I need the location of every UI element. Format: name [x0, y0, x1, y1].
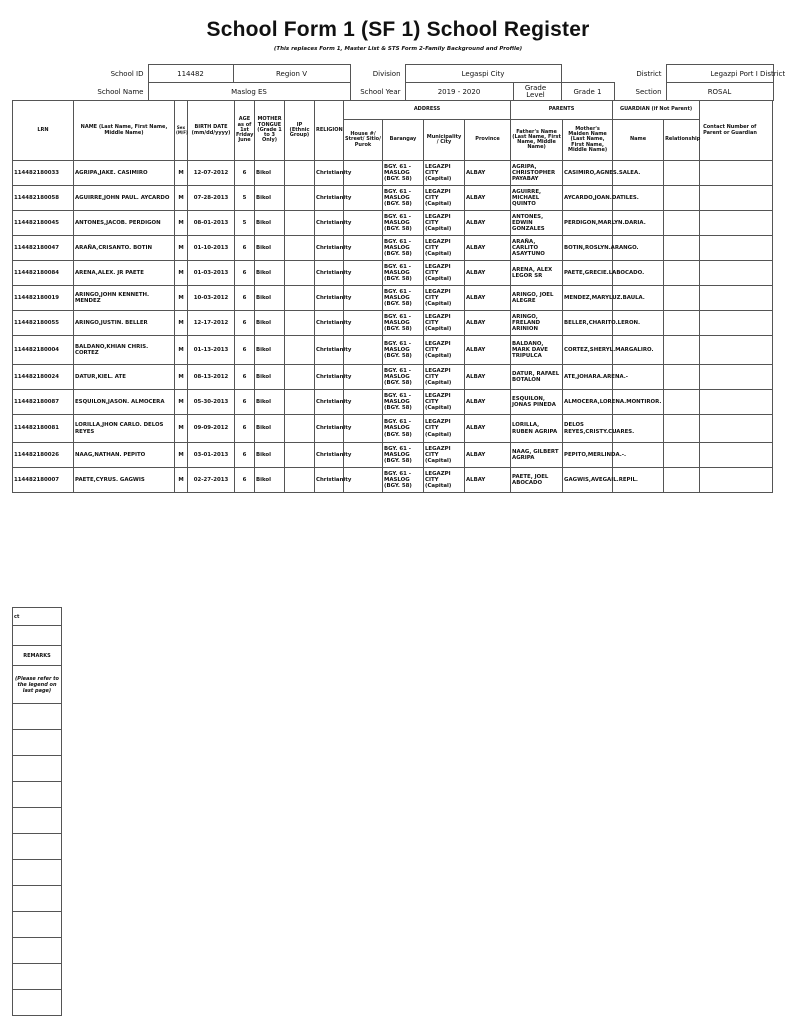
cell-ip	[285, 415, 315, 443]
cell-name: AGUIRRE,JOHN PAUL. AYCARDO	[74, 186, 175, 211]
cell-sex: M	[175, 161, 188, 186]
cell-age: 6	[235, 336, 255, 365]
cell-mother: PAETE,GRECIE.LABOCADO.	[563, 261, 613, 286]
cell-municipality: LEGAZPI CITY (Capital)	[424, 311, 465, 336]
cell-birth-date: 07-28-2013	[188, 186, 235, 211]
cell-municipality: LEGAZPI CITY (Capital)	[424, 261, 465, 286]
cell-barangay: BGY. 61 - MASLOG (BGY. 58)	[383, 286, 424, 311]
cell-lrn: 114482180058	[13, 186, 74, 211]
cell-province: ALBAY	[465, 311, 511, 336]
table-row	[13, 161, 773, 186]
cell-religion: Christianity	[315, 286, 344, 311]
header-parents: PARENTS	[511, 101, 613, 120]
region-value: Region V	[233, 65, 350, 83]
cell-province: ALBAY	[465, 390, 511, 415]
cell-province: ALBAY	[465, 468, 511, 493]
cell-mother: CORTEZ,SHERYL.MARGALIRO.	[563, 336, 613, 365]
cell-birth-date: 08-13-2012	[188, 365, 235, 390]
cell-name: PAETE,CYRUS. GAGWIS	[74, 468, 175, 493]
cell-father: ARAÑA, CARLITO ASAYTUNO	[511, 236, 563, 261]
header-barangay: Barangay	[383, 120, 424, 161]
cell-ip	[285, 311, 315, 336]
cell-province: ALBAY	[465, 161, 511, 186]
cell-birth-date: 10-03-2012	[188, 286, 235, 311]
header-guardian: GUARDIAN (if Not Parent)	[613, 101, 700, 120]
cell-lrn: 114482180084	[13, 261, 74, 286]
cell-mother: ATE,JOHARA.ARENA.-	[563, 365, 613, 390]
cell-father: PAETE, JOEL ABOCADO	[511, 468, 563, 493]
cell-barangay: BGY. 61 - MASLOG (BGY. 58)	[383, 311, 424, 336]
header-age: AGE as of 1st Friday June	[235, 101, 255, 161]
division-label: Division	[372, 69, 401, 78]
cell-name: AGRIPA,JAKE. CASIMIRO	[74, 161, 175, 186]
cell-province: ALBAY	[465, 211, 511, 236]
cell-mother-tongue: Bikol	[255, 365, 285, 390]
cell-contact	[700, 186, 773, 211]
cell-mother-tongue: Bikol	[255, 236, 285, 261]
table-row	[13, 236, 773, 261]
cell-birth-date: 02-27-2013	[188, 468, 235, 493]
cell-age: 6	[235, 236, 255, 261]
cell-religion: Christianity	[315, 443, 344, 468]
table-row	[13, 365, 773, 390]
cell-municipality: LEGAZPI CITY (Capital)	[424, 415, 465, 443]
cell-mother: MENDEZ,MARYLUZ.BAULA.	[563, 286, 613, 311]
cell-name: ARINGO,JOHN KENNETH. MENDEZ	[74, 286, 175, 311]
cell-religion: Christianity	[315, 211, 344, 236]
cell-age: 6	[235, 390, 255, 415]
cell-mother: GAGWIS,AVEGAIL.REPIL.	[563, 468, 613, 493]
cell-ip	[285, 161, 315, 186]
cell-religion: Christianity	[315, 390, 344, 415]
cell-age: 6	[235, 415, 255, 443]
cell-lrn: 114482180007	[13, 468, 74, 493]
cell-name: ANTONES,JACOB. PERDIGON	[74, 211, 175, 236]
table-row	[13, 336, 773, 365]
cell-sex: M	[175, 186, 188, 211]
cell-mother: BOTIN,ROSLYN.ARANGO.	[563, 236, 613, 261]
school-name-value: Maslog ES	[148, 83, 350, 101]
remarks-spacer	[13, 626, 62, 646]
cell-age: 6	[235, 468, 255, 493]
cell-province: ALBAY	[465, 443, 511, 468]
header-guardian-name: Name	[613, 120, 664, 161]
cell-barangay: BGY. 61 - MASLOG (BGY. 58)	[383, 443, 424, 468]
cell-sex: M	[175, 236, 188, 261]
cell-lrn: 114482180033	[13, 161, 74, 186]
cell-contact	[700, 286, 773, 311]
cell-municipality: LEGAZPI CITY (Capital)	[424, 211, 465, 236]
form-subtitle: (This replaces Form 1, Master List & STS Form 2-Family Background and Profile)	[273, 46, 523, 52]
cell-municipality: LEGAZPI CITY (Capital)	[424, 336, 465, 365]
remarks-cell	[13, 938, 62, 964]
header-religion: RELIGION	[315, 101, 344, 161]
cell-ip	[285, 443, 315, 468]
cell-father: ANTONES, EDWIN GONZALES	[511, 211, 563, 236]
cell-municipality: LEGAZPI CITY (Capital)	[424, 186, 465, 211]
cell-name: NAAG,NATHAN. PEPITO	[74, 443, 175, 468]
cell-lrn: 114482180047	[13, 236, 74, 261]
cell-municipality: LEGAZPI CITY (Capital)	[424, 365, 465, 390]
cell-religion: Christianity	[315, 415, 344, 443]
cell-birth-date: 03-01-2013	[188, 443, 235, 468]
remarks-cell	[13, 886, 62, 912]
table-row	[13, 468, 773, 493]
table-row	[13, 211, 773, 236]
cell-name: BALDANO,KHIAN CHRIS. CORTEZ	[74, 336, 175, 365]
cell-father: ARINGO, FRELAND ARINION	[511, 311, 563, 336]
school-year-label: School Year	[360, 87, 401, 96]
remarks-cell	[13, 860, 62, 886]
cell-mother-tongue: Bikol	[255, 415, 285, 443]
cell-sex: M	[175, 211, 188, 236]
cell-ip	[285, 236, 315, 261]
header-sex: Sex (M/F)	[175, 101, 188, 161]
division-value: Legaspi City	[405, 65, 561, 83]
cell-lrn: 114482180004	[13, 336, 74, 365]
cell-contact	[700, 311, 773, 336]
cell-mother: ALMOCERA,LORENA.MONTIROR.	[563, 390, 613, 415]
cell-father: DATUR, RAFAEL BOTALON	[511, 365, 563, 390]
remarks-cell	[13, 964, 62, 990]
cell-contact	[700, 211, 773, 236]
cell-ip	[285, 365, 315, 390]
cell-religion: Christianity	[315, 261, 344, 286]
cell-religion: Christianity	[315, 468, 344, 493]
cell-ip	[285, 336, 315, 365]
header-mother: Mother's Maiden Name (Last Name, First Name, Middle Name)	[563, 120, 613, 161]
district-label: District	[636, 69, 662, 78]
cell-age: 6	[235, 261, 255, 286]
cell-mother-tongue: Bikol	[255, 390, 285, 415]
cell-sex: M	[175, 336, 188, 365]
cell-relationship	[664, 415, 700, 443]
cell-relationship	[664, 186, 700, 211]
table-row	[13, 390, 773, 415]
cell-mother: PERDIGON,MARLYN.DARIA.	[563, 211, 613, 236]
cell-lrn: 114482180081	[13, 415, 74, 443]
cell-age: 6	[235, 443, 255, 468]
remarks-cell	[13, 730, 62, 756]
cell-father: AGUIRRE, MICHAEL QUINTO	[511, 186, 563, 211]
cell-name: ARAÑA,CRISANTO. BOTIN	[74, 236, 175, 261]
header-relationship: Relationship	[664, 120, 700, 161]
cell-mother-tongue: Bikol	[255, 443, 285, 468]
cell-ip	[285, 211, 315, 236]
cell-birth-date: 01-10-2013	[188, 236, 235, 261]
cell-province: ALBAY	[465, 365, 511, 390]
cell-father: NAAG, GILBERT AGRIPA	[511, 443, 563, 468]
cell-father: ARINGO, JOEL ALEGRE	[511, 286, 563, 311]
cell-lrn: 114482180045	[13, 211, 74, 236]
cell-municipality: LEGAZPI CITY (Capital)	[424, 161, 465, 186]
cell-father: AGRIPA, CHRISTOPHER PAYABAY	[511, 161, 563, 186]
header-address: ADDRESS	[344, 101, 511, 120]
cell-barangay: BGY. 61 - MASLOG (BGY. 58)	[383, 186, 424, 211]
cell-religion: Christianity	[315, 186, 344, 211]
cell-ip	[285, 186, 315, 211]
header-mother-tongue: MOTHER TONGUE (Grade 1 to 3 Only)	[255, 101, 285, 161]
cell-mother-tongue: Bikol	[255, 161, 285, 186]
cell-relationship	[664, 311, 700, 336]
table-row	[13, 186, 773, 211]
cell-barangay: BGY. 61 - MASLOG (BGY. 58)	[383, 261, 424, 286]
cell-municipality: LEGAZPI CITY (Capital)	[424, 286, 465, 311]
cell-relationship	[664, 261, 700, 286]
cell-lrn: 114482180055	[13, 311, 74, 336]
section-label: Section	[635, 87, 662, 96]
cell-father: ESQUILON, JONAS PINEDA	[511, 390, 563, 415]
cell-name: LORILLA,JHON CARLO. DELOS REYES	[74, 415, 175, 443]
cell-sex: M	[175, 365, 188, 390]
cell-name: ARENA,ALEX. JR PAETE	[74, 261, 175, 286]
cell-mother: BELLER,CHARITO.LERON.	[563, 311, 613, 336]
cell-birth-date: 01-13-2013	[188, 336, 235, 365]
cell-municipality: LEGAZPI CITY (Capital)	[424, 390, 465, 415]
cell-father: LORILLA, RUBEN AGRIPA	[511, 415, 563, 443]
cell-religion: Christianity	[315, 311, 344, 336]
cell-sex: M	[175, 443, 188, 468]
cell-sex: M	[175, 261, 188, 286]
header-birth-date: BIRTH DATE (mm/dd/yyyy)	[188, 101, 235, 161]
cell-father: ARENA, ALEX LEGOR SR	[511, 261, 563, 286]
cell-municipality: LEGAZPI CITY (Capital)	[424, 443, 465, 468]
cell-birth-date: 12-17-2012	[188, 311, 235, 336]
cell-province: ALBAY	[465, 261, 511, 286]
cell-sex: M	[175, 468, 188, 493]
cell-ip	[285, 286, 315, 311]
cell-barangay: BGY. 61 - MASLOG (BGY. 58)	[383, 236, 424, 261]
cell-contact	[700, 161, 773, 186]
cell-lrn: 114482180026	[13, 443, 74, 468]
cell-lrn: 114482180087	[13, 390, 74, 415]
cell-contact	[700, 236, 773, 261]
cell-barangay: BGY. 61 - MASLOG (BGY. 58)	[383, 336, 424, 365]
cell-mother-tongue: Bikol	[255, 286, 285, 311]
remarks-cell	[13, 782, 62, 808]
cell-barangay: BGY. 61 - MASLOG (BGY. 58)	[383, 468, 424, 493]
table-row	[13, 415, 773, 443]
remarks-table	[12, 607, 62, 1016]
cell-contact	[700, 336, 773, 365]
cell-relationship	[664, 211, 700, 236]
cell-age: 6	[235, 161, 255, 186]
cell-relationship	[664, 390, 700, 415]
cell-birth-date: 05-30-2013	[188, 390, 235, 415]
cell-birth-date: 09-09-2012	[188, 415, 235, 443]
school-name-label: School Name	[97, 87, 144, 96]
cell-mother: DELOS REYES,CRISTY.CUARES.	[563, 415, 613, 443]
school-info-table	[13, 64, 786, 101]
school-id-value: 114482	[148, 65, 233, 83]
cell-barangay: BGY. 61 - MASLOG (BGY. 58)	[383, 415, 424, 443]
cell-barangay: BGY. 61 - MASLOG (BGY. 58)	[383, 390, 424, 415]
cell-mother-tongue: Bikol	[255, 336, 285, 365]
cell-birth-date: 08-01-2013	[188, 211, 235, 236]
header-house: House #/ Street/ Sitio/ Purok	[344, 120, 383, 161]
form-title: School Form 1 (SF 1) School Register	[206, 18, 590, 41]
cell-contact	[700, 415, 773, 443]
cell-municipality: LEGAZPI CITY (Capital)	[424, 468, 465, 493]
cell-age: 6	[235, 311, 255, 336]
cell-mother: AYCARDO,JOAN.DATILES.	[563, 186, 613, 211]
cell-sex: M	[175, 286, 188, 311]
school-year-value: 2019 - 2020	[405, 83, 513, 101]
school-id-label: School ID	[110, 69, 144, 78]
cell-age: 6	[235, 286, 255, 311]
cell-province: ALBAY	[465, 286, 511, 311]
district-value: Legazpi Port I District	[666, 65, 773, 83]
header-name: NAME (Last Name, First Name, Middle Name)	[74, 101, 175, 161]
header-municipality: Municipality / City	[424, 120, 465, 161]
cell-father: BALDANO, MARK DAVE TRIPULCA	[511, 336, 563, 365]
cell-province: ALBAY	[465, 336, 511, 365]
cell-relationship	[664, 336, 700, 365]
table-row	[13, 286, 773, 311]
cell-relationship	[664, 468, 700, 493]
cell-contact	[700, 443, 773, 468]
remarks-header: REMARKS	[13, 646, 62, 666]
cell-relationship	[664, 236, 700, 261]
cell-religion: Christianity	[315, 336, 344, 365]
register-table	[12, 100, 773, 493]
cell-relationship	[664, 443, 700, 468]
cell-mother: PEPITO,MERLINDA.-.	[563, 443, 613, 468]
cell-contact	[700, 261, 773, 286]
cell-barangay: BGY. 61 - MASLOG (BGY. 58)	[383, 161, 424, 186]
cell-lrn: 114482180019	[13, 286, 74, 311]
remarks-cell	[13, 756, 62, 782]
cell-mother-tongue: Bikol	[255, 261, 285, 286]
cell-relationship	[664, 286, 700, 311]
cell-sex: M	[175, 390, 188, 415]
cell-ip	[285, 261, 315, 286]
remarks-cell	[13, 808, 62, 834]
cell-province: ALBAY	[465, 415, 511, 443]
remarks-cell	[13, 990, 62, 1016]
cell-contact	[700, 390, 773, 415]
cell-sex: M	[175, 311, 188, 336]
header-lrn: LRN	[13, 101, 74, 161]
cell-mother: CASIMIRO,AGNES.SALEA.	[563, 161, 613, 186]
cell-age: 6	[235, 365, 255, 390]
cell-contact	[700, 468, 773, 493]
cell-mother-tongue: Bikol	[255, 468, 285, 493]
cell-ip	[285, 390, 315, 415]
cell-name: ESQUILON,JASON. ALMOCERA	[74, 390, 175, 415]
remarks-cell	[13, 704, 62, 730]
cell-birth-date: 12-07-2012	[188, 161, 235, 186]
cell-lrn: 114482180024	[13, 365, 74, 390]
cell-age: 5	[235, 186, 255, 211]
remarks-note: (Please refer to the legend on last page)	[13, 666, 62, 704]
cell-municipality: LEGAZPI CITY (Capital)	[424, 236, 465, 261]
header-contact: Contact Number of Parent or Guardian	[700, 101, 773, 161]
cell-relationship	[664, 365, 700, 390]
cell-contact	[700, 365, 773, 390]
cell-ip	[285, 468, 315, 493]
cell-age: 5	[235, 211, 255, 236]
cell-barangay: BGY. 61 - MASLOG (BGY. 58)	[383, 365, 424, 390]
table-row	[13, 261, 773, 286]
cell-religion: Christianity	[315, 161, 344, 186]
grade-level-label: Grade Level	[524, 83, 547, 99]
cell-sex: M	[175, 415, 188, 443]
cell-province: ALBAY	[465, 236, 511, 261]
grade-level-value: Grade 1	[561, 83, 614, 101]
section-value: ROSAL	[666, 83, 773, 101]
table-row	[13, 311, 773, 336]
remarks-top-cell: ct	[13, 608, 62, 626]
cell-mother-tongue: Bikol	[255, 311, 285, 336]
cell-province: ALBAY	[465, 186, 511, 211]
header-ip: IP (Ethnic Group)	[285, 101, 315, 161]
remarks-cell	[13, 834, 62, 860]
cell-relationship	[664, 161, 700, 186]
cell-birth-date: 01-03-2013	[188, 261, 235, 286]
table-row	[13, 443, 773, 468]
cell-mother-tongue: Bikol	[255, 186, 285, 211]
header-province: Province	[465, 120, 511, 161]
cell-barangay: BGY. 61 - MASLOG (BGY. 58)	[383, 211, 424, 236]
remarks-cell	[13, 912, 62, 938]
cell-name: ARINGO,JUSTIN. BELLER	[74, 311, 175, 336]
cell-religion: Christianity	[315, 365, 344, 390]
cell-religion: Christianity	[315, 236, 344, 261]
cell-mother-tongue: Bikol	[255, 211, 285, 236]
header-father: Father's Name (Last Name, First Name, Middle Name)	[511, 120, 563, 161]
cell-name: DATUR,KIEL. ATE	[74, 365, 175, 390]
